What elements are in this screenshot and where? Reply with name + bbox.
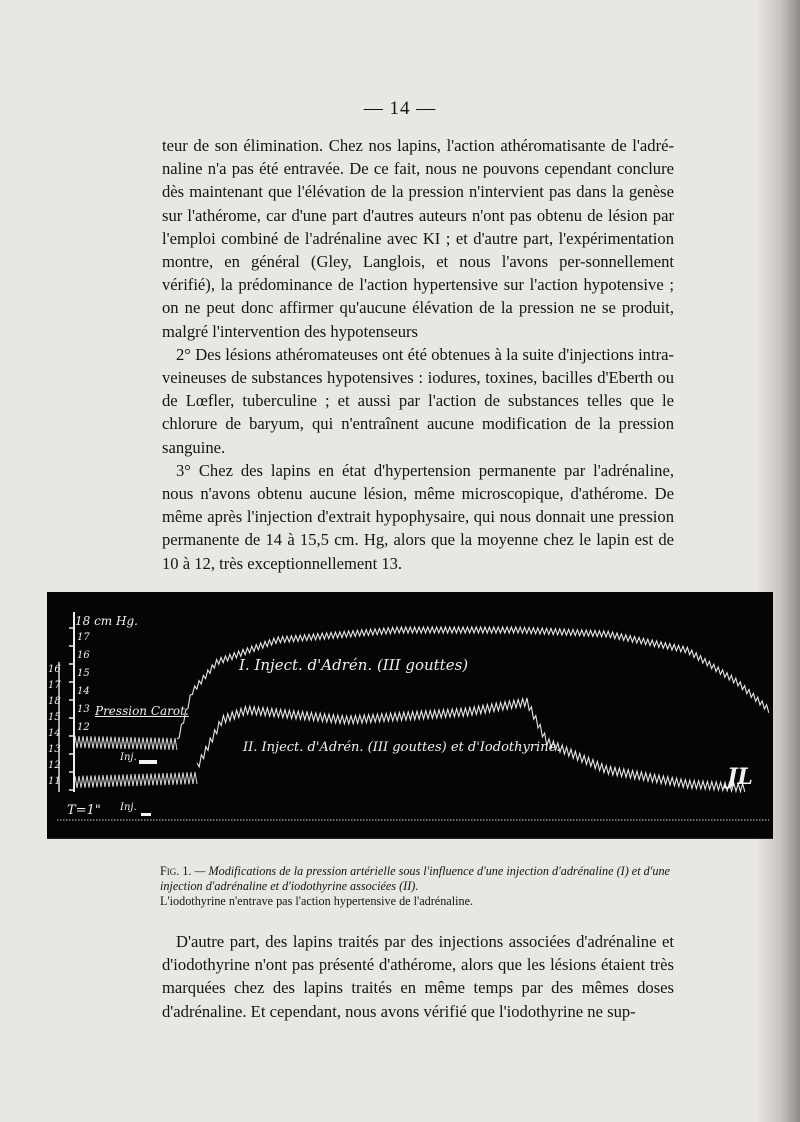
figure-caption bbox=[160, 864, 682, 909]
text-block-top bbox=[162, 134, 674, 575]
injection-mark-1 bbox=[139, 760, 157, 764]
scale-right-number: 12 bbox=[77, 722, 90, 733]
pressure-trace-1 bbox=[177, 627, 769, 739]
scale-right-number: 13 bbox=[77, 704, 90, 715]
scale-right-number: 15 bbox=[77, 668, 90, 679]
time-label: T=1" bbox=[67, 803, 101, 818]
injection-label-2: Inj. bbox=[120, 802, 137, 813]
trace-1-label: I. Inject. d'Adrén. (III gouttes) bbox=[239, 656, 469, 674]
scale-right-number: 16 bbox=[77, 650, 90, 661]
scale-left-number: 18 bbox=[48, 696, 61, 707]
scale-left-number: 11 bbox=[48, 776, 61, 787]
scale-right-number: 14 bbox=[77, 686, 90, 697]
injection-mark-2 bbox=[141, 813, 151, 816]
injection-label-1: Inj. bbox=[120, 752, 137, 763]
trace-2-label: II. Inject. d'Adrén. (III gouttes) et d'Iodothyrine. bbox=[243, 740, 561, 755]
monogram: JL bbox=[727, 764, 753, 790]
paragraph-4: D'autre part, des lapins traités par des injections associées d'adrénaline et d'iodothyrine n'ont pas présenté d'athérome, alors que les lésions étaient très marquées chez des lapins traités en même temps par des mêmes doses d'adrénaline. Et cependant, nous avons vérifié que l'iodothyrine ne sup- bbox=[162, 932, 674, 1021]
blood-pressure-tracing-figure bbox=[47, 592, 773, 839]
scale-left-number: 15 bbox=[48, 712, 61, 723]
scale-left-number: 14 bbox=[48, 728, 61, 739]
scale-left-number: 12 bbox=[48, 760, 61, 771]
scale-left-number: 17 bbox=[48, 680, 61, 691]
pression-carotide-label: Pression Carot. bbox=[95, 704, 189, 718]
caption-title: — Modifications de la pression artérielle sous l'influence d'une injection d'adrénaline (I) et d'une injection d'adrénaline et d'iodothyrine associées (II). bbox=[160, 864, 670, 893]
paragraph-1: teur de son élimination. Chez nos lapins, l'action athéromatisante de l'adré-naline n'a pas été entravée. De ce fait, nous ne pouvons cependant conclure dès maintenant que l'élévation de la pression n'intervient pas dans la genèse sur l'athérome, car d'une part d'autres auteurs n'ont pas obtenu de lésion par l'emploi combiné de l'adrénaline avec KI ; et d'autre part, l'expérimentation montre, en général (Gley, Langlois, et nous l'avons per-sonnellement vérifié), la prédominance de l'action hypertensive sur l'action hypotensive ; on ne peut donc affirmer qu'aucune élévation de la pression ne se produit, malgré l'intervention des hypotenseurs bbox=[162, 136, 674, 341]
caption-label: Fig. 1. bbox=[160, 864, 192, 878]
page-number: — 14 — bbox=[363, 98, 437, 119]
caption-note: L'iodothyrine n'entrave pas l'action hypertensive de l'adrénaline. bbox=[160, 894, 474, 908]
scale-left-number: 16 bbox=[48, 664, 61, 675]
scale-right-number: 17 bbox=[77, 632, 90, 643]
page-edge-shadow bbox=[756, 0, 800, 1122]
scale-left-number: 13 bbox=[48, 744, 61, 755]
paragraph-3: 3° Chez des lapins en état d'hypertension permanente par l'adrénaline, nous n'avons obtenu aucune lésion, même microscopique, d'athérome. De même après l'injection d'extrait hypophysaire, qui nous donnait une pression permanente de 14 à 15,5 cm. Hg, alors que la moyenne chez le lapin est de 10 à 12, très exceptionnellement 13. bbox=[162, 460, 674, 573]
paragraph-2: 2° Des lésions athéromateuses ont été obtenues à la suite d'injections intra-veineuses de substances hypotensives : iodures, toxines, bacilles d'Eberth ou de Lœfler, tuberculine ; et aussi par l'action de substances telles que le chlorure de baryum, qui n'entraînent aucune modification de la pression sanguine. bbox=[162, 344, 674, 457]
text-block-bottom bbox=[162, 930, 674, 1023]
scale-unit-label: 18 cm Hg. bbox=[75, 614, 138, 628]
